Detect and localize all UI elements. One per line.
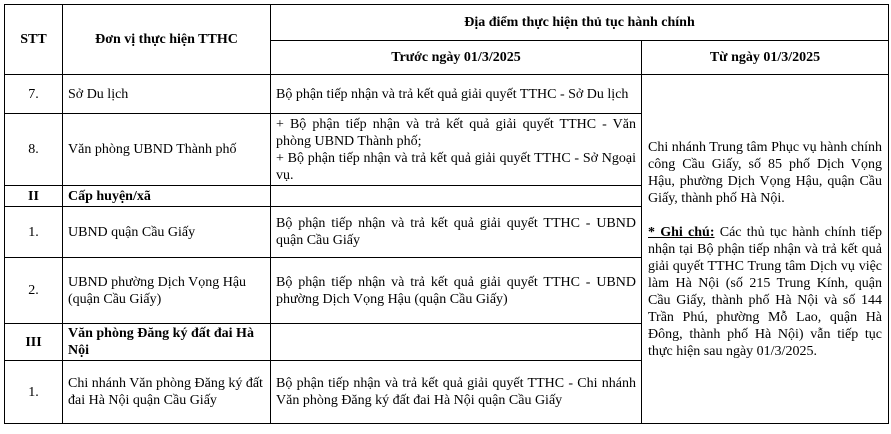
after-location-cell xyxy=(642,75,889,424)
row-stt: 1. xyxy=(5,361,63,424)
row-before-line-1: + Bộ phận tiếp nhận và trả kết quả giải quyết TTHC - Văn phòng UBND Thành phố; xyxy=(276,116,636,149)
section-title: Văn phòng Đăng ký đất đai Hà Nội xyxy=(63,324,271,361)
row-before-line-2: + Bộ phận tiếp nhận và trả kết quả giải quyết TTHC - Sở Ngoại vụ. xyxy=(276,150,636,183)
row-before xyxy=(271,114,642,186)
row-stt: 1. xyxy=(5,207,63,258)
section-before-empty xyxy=(271,186,642,207)
row-unit: UBND phường Dịch Vọng Hậu (quận Cầu Giấy) xyxy=(63,258,271,324)
row-stt: 7. xyxy=(5,75,63,114)
after-location-note xyxy=(648,224,882,360)
header-after: Từ ngày 01/3/2025 xyxy=(642,41,889,75)
header-row-1 xyxy=(5,5,889,41)
row-before: Bộ phận tiếp nhận và trả kết quả giải quyết TTHC - UBND quận Cầu Giấy xyxy=(271,207,642,258)
row-unit: Văn phòng UBND Thành phố xyxy=(63,114,271,186)
row-unit: Chi nhánh Văn phòng Đăng ký đất đai Hà Nội quận Cầu Giấy xyxy=(63,361,271,424)
section-title: Cấp huyện/xã xyxy=(63,186,271,207)
row-stt: 8. xyxy=(5,114,63,186)
admin-procedure-location-table xyxy=(4,4,889,424)
row-unit: UBND quận Cầu Giấy xyxy=(63,207,271,258)
row-stt: 2. xyxy=(5,258,63,324)
row-before: Bộ phận tiếp nhận và trả kết quả giải quyết TTHC - Chi nhánh Văn phòng Đăng ký đất đai Hà Nội quận Cầu Giấy xyxy=(271,361,642,424)
header-unit: Đơn vị thực hiện TTHC xyxy=(63,5,271,75)
section-stt: II xyxy=(5,186,63,207)
header-location: Địa điểm thực hiện thủ tục hành chính xyxy=(271,5,889,41)
section-stt: III xyxy=(5,324,63,361)
row-before: Bộ phận tiếp nhận và trả kết quả giải quyết TTHC - UBND phường Dịch Vọng Hậu (quận Cầu Giấy) xyxy=(271,258,642,324)
after-location-main: Chi nhánh Trung tâm Phục vụ hành chính công Cầu Giấy, số 85 phố Dịch Vọng Hậu, phường Dịch Vọng Hậu, quận Cầu Giấy, thành phố Hà Nội. xyxy=(648,139,883,206)
note-label: * Ghi chú: xyxy=(648,224,715,240)
section-before-empty xyxy=(271,324,642,361)
row-unit: Sở Du lịch xyxy=(63,75,271,114)
header-stt: STT xyxy=(5,5,63,75)
table-row xyxy=(5,75,889,114)
row-before: Bộ phận tiếp nhận và trả kết quả giải quyết TTHC - Sở Du lịch xyxy=(271,75,642,114)
note-text: Các thủ tục hành chính tiếp nhận tại Bộ phận tiếp nhận và trả kết quả giải quyết TTHC Trung tâm Dịch vụ việc làm Hà Nội (số 215 Trung Kính, quận Cầu Giấy, thành phố Hà Nội và số 144 Trần Phú, phường Mỗ Lao, quận Hà Đông, thành phố Hà Nội) vẫn tiếp tục thực hiện sau ngày 01/3/2025. xyxy=(648,224,883,359)
header-before: Trước ngày 01/3/2025 xyxy=(271,41,642,75)
